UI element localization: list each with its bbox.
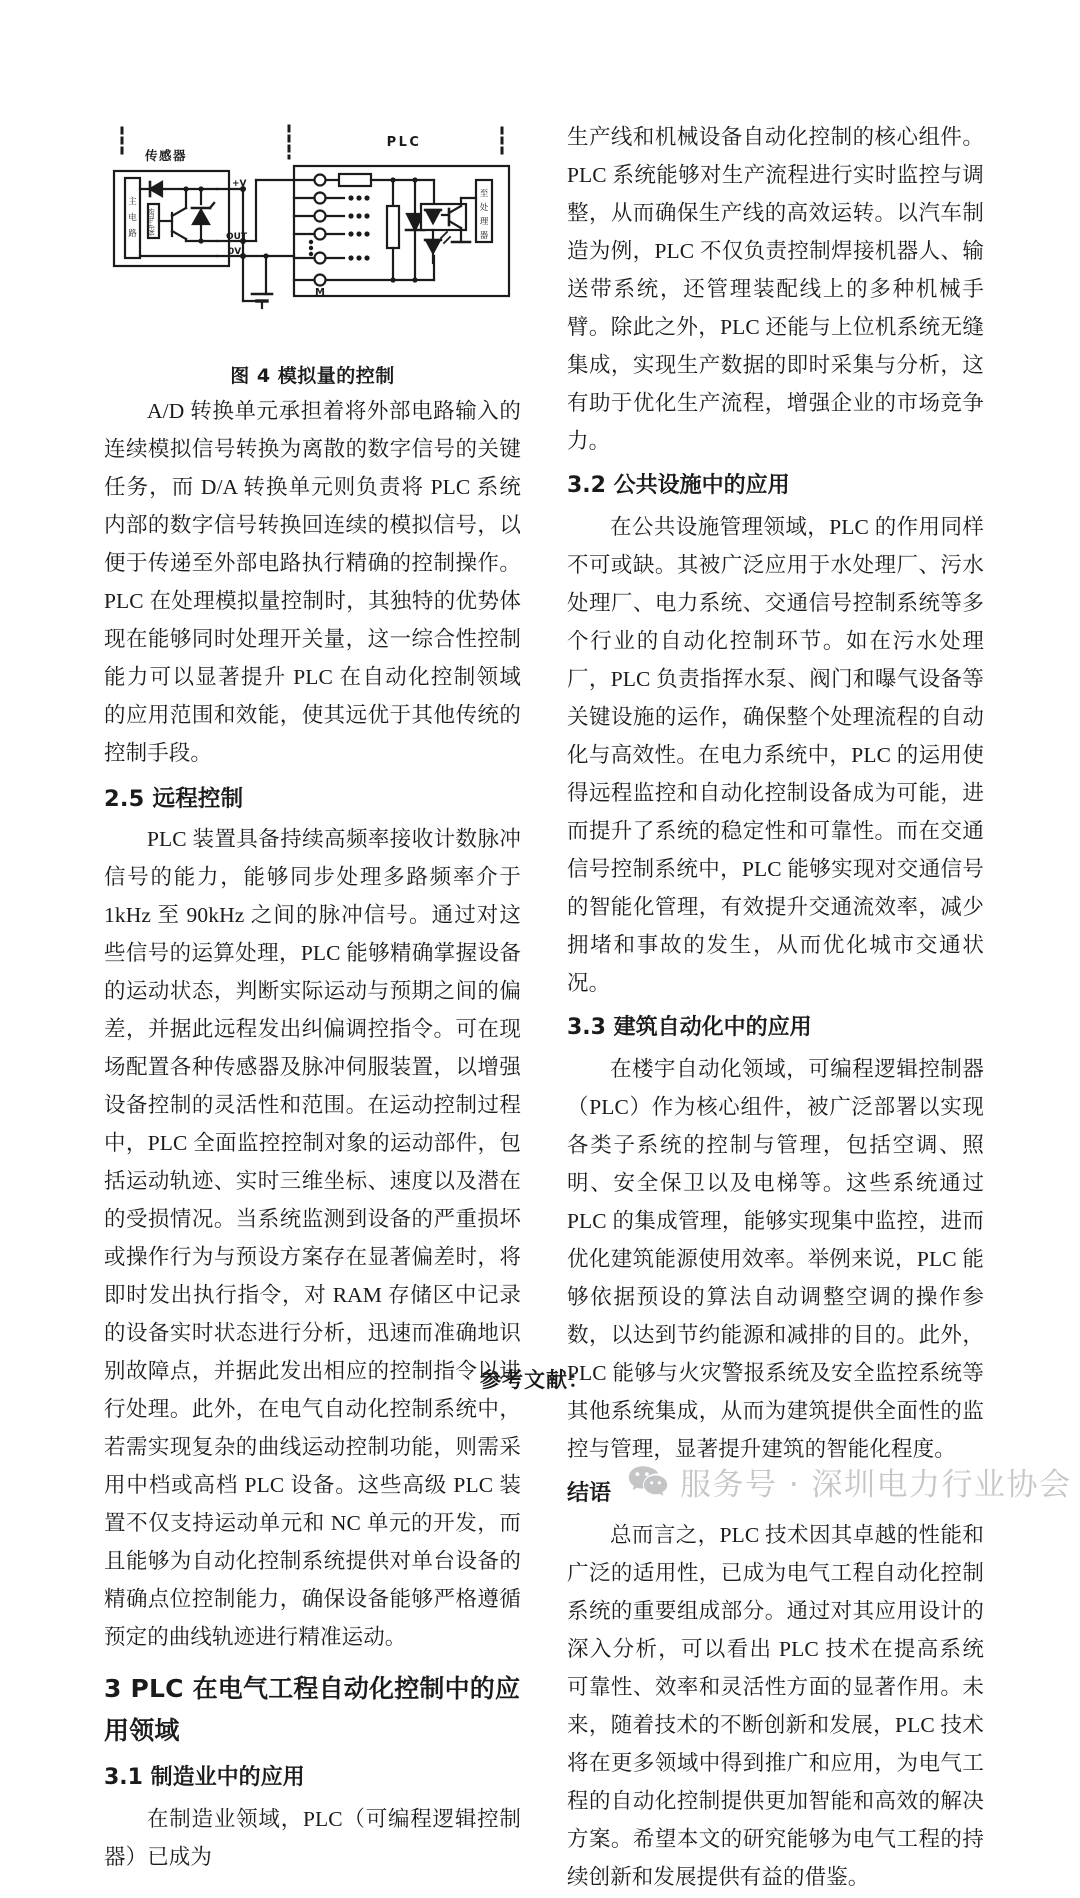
heading-3-application-areas: 3 PLC 在电气工程自动化控制中的应用领域 xyxy=(104,1674,521,1745)
paragraph-remote-control: PLC 装置具备持续高频率接收计数脉冲信号的能力，能够同步处理多路频率介于 1kHz 至 90kHz 之间的脉冲信号。通过对这些信号的运算处理，PLC 能够精确掌握设备的运动状态，判断实际运动与预期之间的偏差，并据此远程发出纠偏调控指令。可在现场配置各种传感器及脉冲伺服装置，以增强设备控制的灵活性和范围。在运动控制过程中，PLC 全面监控控制对象的运动部件，包括运动轨迹、实时三维坐标、速度以及潜在的受损情况。当系统监测到设备的严重损坏或操作行为与预设方案存在显著偏差时，将即时发出执行指令，对 RAM 存储区中记录的设备实时状态进行分析，迅速而准确地识别故障点，并据此发出相应的控制指令以进行处理。此外，在电气自动化控制系统中，若需实现复杂的曲线运动控制功能，则需采用中档或高档 PLC 设备。这些高级 PLC 装置不仅支持运动单元和 NC 单元的开发，而且能够为自动化控制系统提供对单台设备的精确点位控制能力，确保设备能够严格遵循预定的曲线轨迹进行精准运动。 xyxy=(104,827,521,1649)
figure-4-caption: 图 4 模拟量的控制 xyxy=(230,365,395,387)
ellipsis-dot-v1 xyxy=(309,240,313,244)
paragraph-conclusion: 总而言之，PLC 技术因其卓越的性能和广泛的适用性，已成为电气工程自动化控制系统的重要组成部分。通过对其应用设计的深入分析，可以看出 PLC 技术在提高系统可靠性、效率和灵活性方面的显著作用。未来，随着技术的不断创新和发展，PLC 技术将在更多领域中得到推广和应用，为电气工程的自动化控制提供更加智能和高效的解决方案。希望本文的研究能够为电气工程的持续创新和发展提供有益的借鉴。 xyxy=(567,1523,984,1889)
row3-dot-3 xyxy=(364,213,369,218)
row4-dot-2 xyxy=(356,231,361,236)
label-protection-circuit: 保护电路 xyxy=(147,208,156,236)
heading-2-5-remote-control: 2.5 远程控制 xyxy=(104,786,244,812)
node-dot-clamp-bottom xyxy=(412,277,417,282)
watermark-text: 服务号 · 深圳电力行业协会 xyxy=(680,1467,1072,1503)
transistor-emitter xyxy=(172,231,186,239)
label-terminal-m: M xyxy=(315,287,325,298)
plc-terminal-ring-4 xyxy=(315,229,326,240)
row2-dot-1 xyxy=(348,195,353,200)
plc-terminal-ring-2 xyxy=(315,193,326,204)
node-dot-a xyxy=(183,186,188,191)
heading-3-1-manufacturing: 3.1 制造业中的应用 xyxy=(104,1765,305,1790)
plc-terminal-ring-1 xyxy=(315,175,326,186)
label-main-circuit-char-3: 路 xyxy=(128,229,137,239)
row5-dot-3 xyxy=(364,255,369,260)
label-to-processor-char-2: 处 xyxy=(479,203,489,213)
label-plc: PLC xyxy=(386,135,422,150)
transistor-collector xyxy=(172,208,186,216)
row5-dot-2 xyxy=(356,255,361,260)
paragraph-3-3-building-automation: 在楼宇自动化领域，可编程逻辑控制器（PLC）作为核心组件，被广泛部署以实现各类子系统的控制与管理，包括空调、照明、安全保卫以及电梯等。这些系统通过 PLC 的集成管理，能够实现集中监控，进而优化建筑能源使用效率。举例来说，PLC 能够依据预设的算法自动调整空调的操作参数，以达到节约能源和减排的目的。此外，PLC 能够与火灾警报系统及安全监控系统等其他系统集成，从而为建筑提供全面性的监控与管理，显著提升建筑的智能化程度。 xyxy=(567,1057,984,1461)
node-dot-shunt-top xyxy=(390,177,395,182)
label-terminal-out: OUT xyxy=(226,232,248,242)
plc-terminal-ring-3 xyxy=(315,211,326,222)
paragraph-3-1-continued: 生产线和机械设备自动化控制的核心组件。PLC 系统能够对生产流程进行实时监控与调整，从而确保生产线的高效运转。以汽车制造为例，PLC 不仅负责控制焊接机器人、输送带系统，还管理装配线上的多种机械手臂。除此之外，PLC 还能与上位机系统无缝集成，实现生产数据的即时采集与分析，这有助于优化生产流程，增强企业的市场竞争力。 xyxy=(567,125,984,453)
label-main-circuit-char-1: 主 xyxy=(128,197,137,207)
right-column xyxy=(567,118,984,1898)
label-terminal-0v: 0V xyxy=(228,247,242,257)
label-sensor: 传感器 xyxy=(144,148,188,163)
heading-3-2-public-facilities: 3.2 公共设施中的应用 xyxy=(567,473,790,498)
plc-terminal-ring-m xyxy=(315,275,326,286)
row5-dot-1 xyxy=(348,255,353,260)
input-resistor-row1 xyxy=(339,174,371,186)
node-dot-shunt-bottom xyxy=(390,277,395,282)
led-arrow-1 xyxy=(441,232,447,238)
two-column-body xyxy=(104,118,984,1898)
row3-dot-2 xyxy=(356,213,361,218)
row2-dot-3 xyxy=(364,195,369,200)
row4-dot-1 xyxy=(348,231,353,236)
wechat-watermark xyxy=(628,1459,1072,1504)
zener-bar-tick xyxy=(210,203,214,208)
label-to-processor-char-1: 至 xyxy=(479,189,489,199)
series-diode-body xyxy=(150,182,162,196)
heading-3-3-building-automation: 3.3 建筑自动化中的应用 xyxy=(567,1015,812,1040)
wechat-icon xyxy=(628,1465,668,1499)
paragraph-3-2-public-facilities: 在公共设施管理领域，PLC 的作用同样不可或缺。其被广泛应用于水处理厂、污水处理厂、电力系统、交通信号控制系统等多个行业的自动化控制环节。如在污水处理厂，PLC 负责指挥水泵、阀门和曝气设备等关键设施的运作，确保整个处理流程的自动化与高效性。在电力系统中，PLC 的运用使得远程监控和自动化控制设备成为可能，进而提升了系统的稳定性和可靠性。而在交通信号控制系统中，PLC 能够实现对交通信号的智能化管理，有效提升交通流效率，减少拥堵和事故的发生，从而优化城市交通状况。 xyxy=(567,515,984,995)
node-dot-b xyxy=(198,186,203,191)
heading-conclusion: 结语 xyxy=(567,1481,612,1506)
node-dot-c xyxy=(198,238,203,243)
plc-analog-control-circuit-diagram xyxy=(104,118,521,350)
plc-terminal-ring-5 xyxy=(315,253,326,264)
row4-dot-3 xyxy=(364,231,369,236)
label-to-processor-char-3: 理 xyxy=(479,217,489,227)
indicator-led-body xyxy=(426,240,440,253)
figure-4 xyxy=(104,118,521,388)
zener-diode-body xyxy=(193,210,209,224)
label-to-processor-char-4: 器 xyxy=(479,231,489,241)
label-terminal-vplus: +V xyxy=(232,179,247,189)
ellipsis-dot-v2 xyxy=(309,246,313,250)
references-label: 参考文献： xyxy=(480,1368,590,1392)
shunt-resistor-body xyxy=(387,206,399,248)
label-main-circuit-char-2: 电 xyxy=(128,213,137,223)
node-dot-clamp-top xyxy=(412,177,417,182)
paragraph-ad-da-conversion: A/D 转换单元承担着将外部电路输入的连续模拟信号转换为离散的数字信号的关键任务，而 D/A 转换单元则负责将 PLC 系统内部的数字信号转换回连续的模拟信号，以便于传递至外部电路执行精确的控制操作。PLC 在处理模拟量控制时，其独特的优势体现在能够同时处理开关量，这一综合性控制能力可以显著提升 PLC 在自动化控制领域的应用范围和效能，使其远优于其他传统的控制手段。 xyxy=(104,399,521,765)
row3-dot-1 xyxy=(348,213,353,218)
led-arrow-2 xyxy=(444,237,450,243)
left-column xyxy=(104,118,521,1898)
paragraph-3-1-start: 在制造业领域，PLC（可编程逻辑控制器）已成为 xyxy=(104,1807,521,1869)
ellipsis-dot-v3 xyxy=(309,252,313,256)
row2-dot-2 xyxy=(356,195,361,200)
